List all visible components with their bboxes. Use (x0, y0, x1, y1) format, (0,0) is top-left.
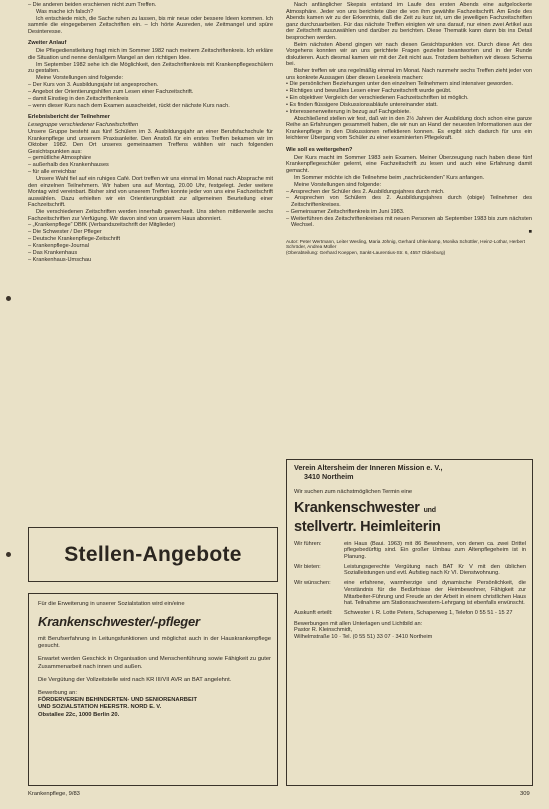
footer-publication: Krankenpflege, 9/83 (28, 791, 80, 797)
list-item: – „Krankenpflege“ DBfK (Verbandszeitschrift der Mitglieder) (28, 222, 176, 229)
ad-org-line: UND SOZIALSTATION HEERSTR. NORD E. V. (38, 704, 162, 711)
ad-text: mit Berufserfahrung in Leitungsfunktionen und möglichst auch in der Hauskrankenpflege gesucht. (38, 636, 271, 650)
list-item: – für alle erreichbar (28, 169, 77, 176)
list-item: • Ein objektiver Vergleich der verschiedenen Fachzeitschriften ist möglich. (286, 95, 469, 102)
paragraph: Bisher treffen wir uns regelmäßig einmal im Monat. Nach nunmehr sechs Treffen zieht jeder von uns konkrete Aussagen über diesen Lesekreis machen: (286, 68, 532, 81)
list-item: • Richtiges und bewußtes Lesen einer Fachzeitschrift wurde geübt. (286, 88, 452, 95)
list-item: – wenn dieser Kurs nach dem Examen ausscheidet, rückt der nächste Kurs nach. (28, 102, 230, 109)
footer-page-number: 309 (520, 791, 530, 797)
ad-job-title-line1: Krankenschwester (294, 499, 420, 516)
list-item: – Der Kurs von 3. Ausbildungsjahr ist angesprochen. (28, 82, 159, 88)
ad-detail-value: ein Haus (Baui. 1963) mit 86 Bewohnern, von denen ca. zwei Drittel pflegebedürftig sind. Ein großer Umbau zum Altenpflegeheim ist in Planung. (344, 540, 526, 560)
ad-org-address: Obstallee 22c, 1000 Berlin 20. (38, 711, 120, 718)
list-item: – Weiterführen des Zeitschriftenkreises mit neuen Personen ab September 1983 bis zum nächsten Wechsel. (286, 215, 532, 229)
ad-detail-label: Auskunft erteilt: (294, 609, 333, 616)
paragraph: Nach anfänglicher Skepsis entstand im Laufe des ersten Abends eine aufgelockerte Atmosphäre. Jeder von uns berichtete über die von ihm gewählte Fachzeitschrift. Am Ende des Abends kamen wir zu der Erkenntnis, daß die Zeit zu kurz ist, um die jeweiligen Fachzeitschriften ganz durchzuarbeiten. Für das nächste Treffen einigten wir uns darauf, nur einen zwei Artikel aus der Zeitschrift auszuwählen und darüber zu berichten. Diese Thematik kann dann bis ins Detail besprochen werden. (286, 2, 532, 41)
paragraph: Unsere Wahl fiel auf ein ruhiges Café. Dort treffen wir uns einmal im Monat nach Absprache mit den einzelnen Teilnehmern. Wir haben uns auf Montag, 20.00 Uhr, festgelegt. Jeder weitere Montag wird vereinbart. Bisher sind von unserem Treffen konnte jeder von uns eine Fachzeitschrift auswählen. Dazu erhielten wir ein Orientierungsblatt zur allgemeinen Beurteilung einer Fachzeitschrift. (28, 175, 273, 209)
list-item: – Ansprechen von Schülern des 2. Ausbildungsjahres durch (obige) Teilnehmer des Zeitschriftenkreises. (286, 195, 532, 208)
paragraph: Meine Vorstellungen sind folgende: (36, 75, 124, 82)
ad-text: Erwartet werden Geschick in Organisation und Menschenführung sowie Fähigkeit zu guter Zusammenarbeit nach innen und außen. (38, 656, 271, 670)
list-item: – Krankenhaus-Umschau (28, 256, 92, 263)
end-mark: ■ (528, 229, 532, 235)
ad-detail-label: Wir wünschen: (294, 580, 331, 587)
list-item: – Ansprechen der Schüler des 2. Ausbildungsjahres durch mich. (286, 188, 445, 195)
ad-intro: Wir suchen zum nächstmöglichen Termin eine (294, 488, 413, 495)
punch-hole (6, 552, 11, 557)
right-article-column (286, 2, 532, 442)
paragraph: Abschließend stellen wir fest, daß wir in den 2½ Jahren der Ausbildung doch schon eine ganze Reihe an Erfahrungen gesammelt haben, die wir nun an Hand der neuesten Informationen aus der Krankenpflege in den Diskussionen reflektieren konnen. Es ergibt sich dadurch für uns ein leichterer Übergang vom Schüler zu einer examinierten Pflegekraft. (286, 115, 532, 142)
job-ad-berlin (28, 593, 278, 786)
ad-org-city: 3410 Northeim (304, 471, 354, 481)
paragraph: Der Kurs macht im Sommer 1983 sein Examen. Meiner Überzeugung nach haben diese fünf Krankenpflegeschüler gelernt, eine Fachzeitschrift zu lesen und auch eine Erfahrung damit gemacht. (286, 154, 532, 174)
list-item: • Es finden flüssigere Diskussionsabläufe untereinander statt. (286, 101, 438, 108)
left-article-column (28, 2, 273, 442)
punch-hole (6, 296, 11, 301)
section-heading: Wie soll es weitergehen? (286, 146, 353, 153)
list-item: – Das Krankenhaus (28, 249, 78, 256)
list-item: – gemütliche Atmosphäre (28, 155, 92, 162)
list-item: – außerhalb des Krankenhauses (28, 162, 109, 169)
list-item: • Interessenerweiterung in bezug auf Fachgebiete. (286, 108, 411, 115)
ad-detail-label: Wir bieten: (294, 563, 321, 570)
section-subheading: Lesegruppe verschiedener Fachzeitschriften (28, 122, 139, 129)
ad-contact-address: Wilhelmstraße 10 · Tel. (0 55 51) 33 07 · 3410 Northeim (294, 634, 433, 641)
ad-intro: Für die Erweiterung in unserer Sozialstation wird ein/eine (38, 601, 185, 607)
paragraph: Meine Vorstellungen sind folgende: (294, 181, 382, 188)
classifieds-header-box (28, 527, 278, 582)
ad-text: Die Vergütung der Vollzeitstelle wird nach KR III/VII AVR an BAT angelehnt. (38, 676, 232, 683)
paragraph: Beim nächsten Abend gingen wir nach diesen Gesichtspunkten vor. Durch diese Art des Vorgehens konnten wir an uns gerichtete Fragen gezielter beantworten und in der Runde diskutieren. Auch diesmal kamen wir mit der Zeit nicht aus. Trotzdem behielten wir dieses Schema bei. (286, 41, 532, 68)
ad-job-title-line2: stellvertr. Heimleiterin (294, 518, 441, 535)
paragraph: Unsere Gruppe besteht aus fünf Schülern im 3. Ausbildungsjahr an einer Berufsfachschule für Krankenpflege und unserem Praxisanleiter. Den Anstoß für ein erstes Treffen bekamen wir im Oktober 1982. Den Ort unseres gemeinsamen Treffens wählten wir nach folgenden Gesichtspunkten aus: (28, 128, 273, 155)
ad-apply-label: Bewerbung an: (38, 690, 77, 697)
paragraph: Ich entschiede mich, die Sache ruhen zu lassen, bis mir neue oder bessere Ideen kommen. Ich sammle die eingegebenen Zeitschriften ein. – Ich hörte Ausreden, wie Zeitmangel und spüre Desinteresse. (28, 15, 273, 35)
ad-detail-row (294, 580, 526, 607)
list-item: – Gemeinsamer Zeitschriftenkreis im Juni 1983. (286, 208, 405, 215)
paragraph: Die verschiedenen Zeitschriften werden innerhalb gewechselt. Uns stehen mittlerweile sechs Fachzeitschriften zur Verfügung. Wir davon sind von unserem Haus abonniert. (28, 209, 273, 222)
ad-apply-text: Bewerbungen mit allen Unterlagen und Lichtbild an: (294, 620, 423, 627)
paragraph: Was mache ich falsch? (36, 8, 94, 15)
paragraph: Die Pflegedienstleitung fragt mich im Sommer 1982 nach meinem Zeitschriftenkreis. Ich erkläre die Situation und nenne den/allgem Mangel an den richtigen Idee. (28, 48, 273, 61)
list-item: – Angebot der Orientierungshilfen zum Lesen einer Fachzeitschrift. (28, 88, 194, 95)
list-item: – Die Schwester / Der Pfleger (28, 229, 102, 236)
list-item: – Krankenpflege-Journal (28, 242, 89, 249)
ad-job-title (294, 500, 526, 519)
list-item: • Die persönlichen Beziehungen unter den einzelnen Teilnehmern sind intensiver geworden. (286, 81, 513, 88)
list-item: – Deutsche Krankenpflege-Zeitschrift (28, 236, 121, 243)
ad-job-title-connector: und (423, 506, 436, 514)
paragraph: Im Sommer möchte ich die Teilnehme beim „nachrückenden“ Kurs anfangen. (294, 174, 485, 181)
ad-detail-row (294, 610, 526, 617)
list-item: – damit Einstieg in den Zeitschriftenkreis (28, 95, 129, 102)
paragraph: – Die anderen beiden erschienen nicht zum Treffen. (28, 2, 157, 8)
section-heading: Erlebnisbericht der Teilnehmer (28, 114, 110, 121)
author-credits: Autor: Peter Wertmann, Leiter Wesling, Maria Jöhnig, Gerhard Uhlenkamp, Monika Schüttler, Heinz-Lothar, Herbert Schröder, Andrea Müller (286, 238, 525, 250)
ad-detail-value: eine erfahrene, warmherzige und dynamische Persönlichkeit, die Verständnis für die Bedürfnisse der Heimbewohner, Fähigkeit zur Mitarbeiter-Führung und Freude an der Arbeit in einem christlichen Haus hat. Teilnahme am Stationsschwestern-Lehrgang ist ebenfalls erwünscht. (344, 580, 526, 607)
author-address: (Oberabteilung: Gerhard Koeppen, Sankt-Laurentius-Str. 6, 4557 Oldenburg) (286, 249, 446, 255)
paragraph: Im September 1982 sehe ich die Möglichkeit, den Zeitschriftenkreis mit Krankenpflegeschülern zu gestalten. (28, 61, 273, 75)
ad-contact-name: Pastor R. Kleinschmidt, (294, 627, 353, 634)
ad-detail-value: Leistungsgerechte Vergütung nach BAT Kr V mit den üblichen Sozialleistungen und evtl. Aufstieg nach Kr VI. Dienstwohnung. (344, 563, 526, 577)
ad-detail-row (294, 541, 526, 561)
ad-job-title: Krankenschwester/-pfleger (38, 614, 200, 629)
ad-detail-row (294, 564, 526, 577)
classifieds-title: Stellen-Angebote (64, 542, 242, 566)
ad-org-name: Verein Altersheim der Inneren Mission e. V., (294, 463, 443, 472)
ad-org-line: FÖRDERVEREIN BEHINDERTEN- UND SENIORENARBEIT (38, 697, 197, 704)
job-ad-northeim (286, 459, 533, 786)
section-heading: Zweiter Anlauf (28, 40, 67, 47)
ad-detail-label: Wir führen: (294, 540, 322, 547)
ad-detail-value: Schwester i. R. Lotte Peters, Schaperweg 1, Telefon 0 55 51 - 15 27 (344, 609, 513, 616)
